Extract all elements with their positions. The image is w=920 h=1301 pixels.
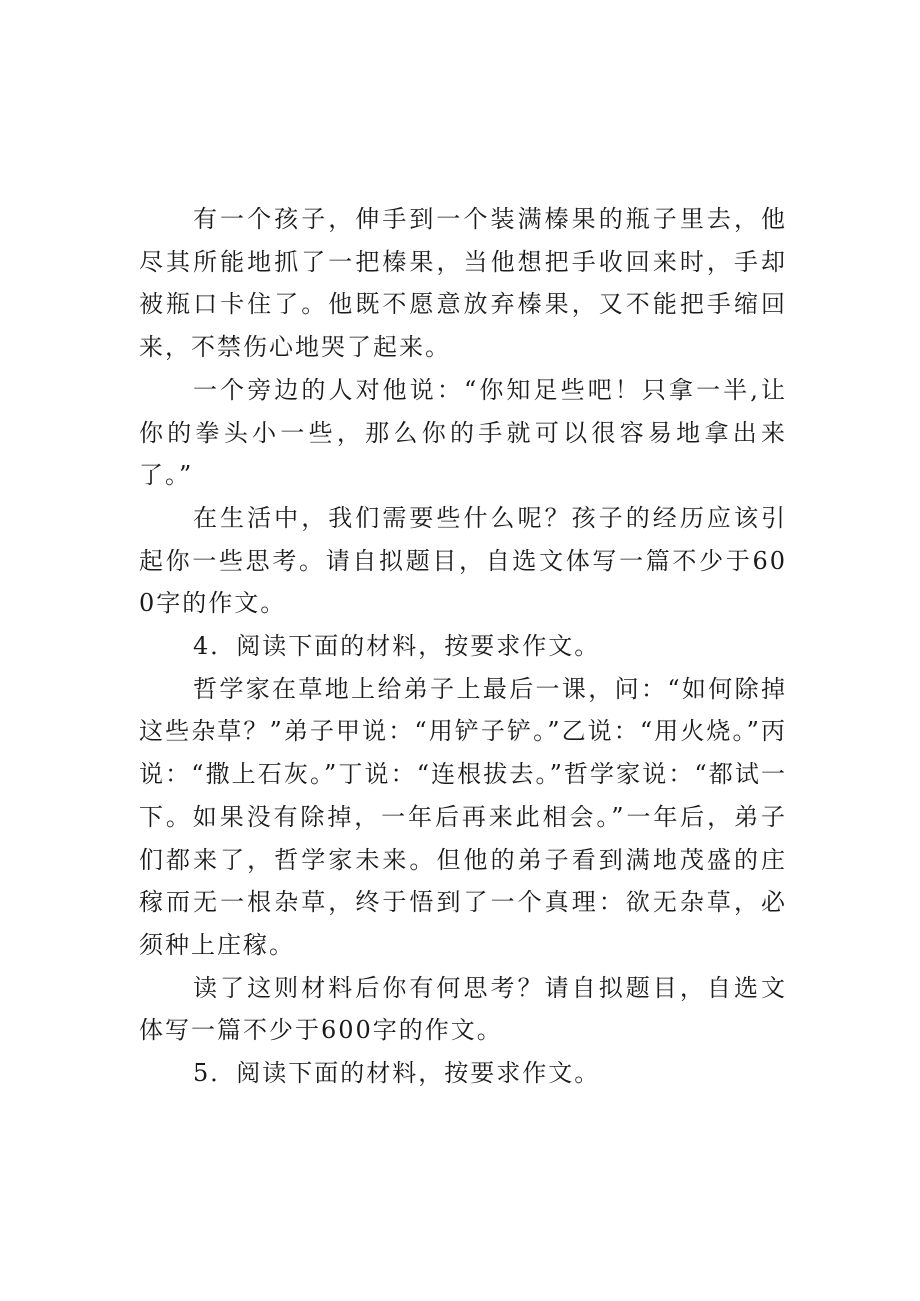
story-paragraph-1: 有一个孩子，伸手到一个装满榛果的瓶子里去，他尽其所能地抓了一把榛果，当他想把手收回来时，手却被瓶口卡住了。他既不愿意放弃榛果，又不能把手缩回来，不禁伤心地哭了起来。 bbox=[139, 205, 787, 362]
prompt-paragraph-4: 读了这则材料后你有何思考？请自拟题目，自选文体写一篇不少于600字的作文。 bbox=[139, 973, 787, 1045]
material-paragraph-4: 哲学家在草地上给弟子上最后一课，问：“如何除掉这些杂草？”弟子甲说：“用铲子铲。”乙说：“用火烧。”丙说：“撒上石灰。”丁说：“连根拔去。”哲学家说：“都试一下。如果没有除掉，一年后再来此相会。”一年后，弟子们都来了，哲学家未来。但他的弟子看到满地茂盛的庄稼而无一根杂草，终于悟到了一个真理：欲无杂草，必须种上庄稼。 bbox=[139, 674, 787, 959]
document-body bbox=[139, 198, 787, 1095]
prompt-paragraph-3: 在生活中，我们需要些什么呢？孩子的经历应该引起你一些思考。请自拟题目，自选文体写一篇不少于600字的作文。 bbox=[139, 503, 787, 618]
story-paragraph-2: 一个旁边的人对他说：“你知足些吧！只拿一半,让你的拳头小一些，那么你的手就可以很容易地拿出来了。” bbox=[139, 375, 787, 490]
question-4-heading: 4．阅读下面的材料，按要求作文。 bbox=[193, 632, 601, 661]
question-5-heading: 5．阅读下面的材料，按要求作文。 bbox=[193, 1059, 601, 1088]
